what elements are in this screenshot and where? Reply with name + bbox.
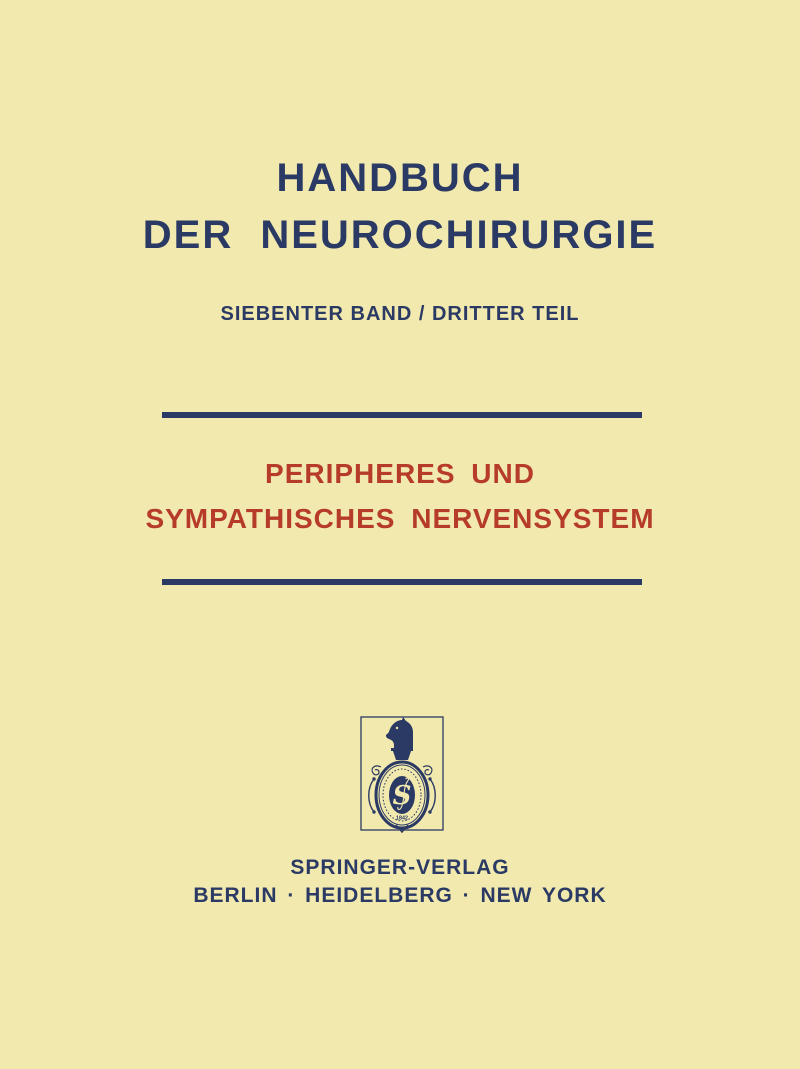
divider-bottom (162, 579, 642, 585)
springer-knight-emblem-icon (359, 715, 445, 835)
series-title-line1: HANDBUCH (276, 156, 524, 200)
publisher-cities: BERLIN · HEIDELBERG · NEW YORK (193, 884, 607, 907)
divider-top (162, 412, 642, 418)
volume-number-line: SIEBENTER BAND / DRITTER TEIL (220, 303, 580, 325)
publisher-name: SPRINGER-VERLAG (290, 856, 510, 879)
logo-year: 1842 (396, 815, 408, 822)
volume-title-line1: PERIPHERES UND (265, 458, 535, 489)
volume-title-line2: SYMPATHISCHES NERVENSYSTEM (145, 503, 655, 534)
series-title-line2: DER NEUROCHIRURGIE (142, 213, 658, 257)
logo-monogram: S (392, 781, 412, 811)
